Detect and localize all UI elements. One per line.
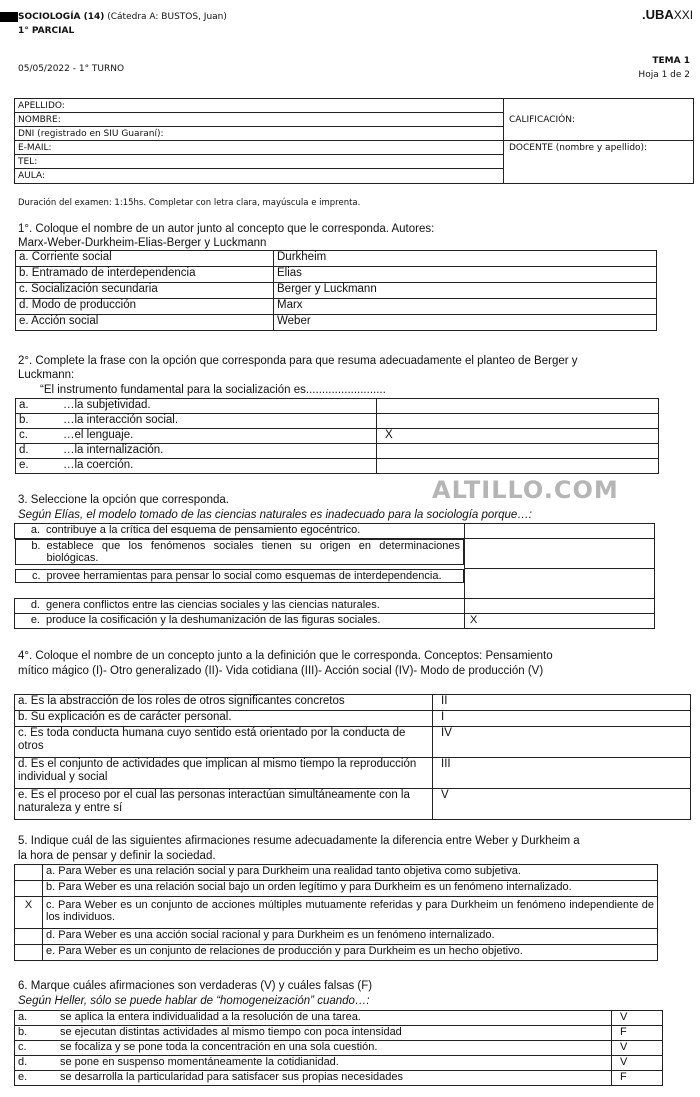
q2-title: 2°. Complete la frase con la opción que corresponda para que resuma adecuadamente el planteo de Berger y <box>18 355 578 367</box>
q3-table <box>14 523 655 629</box>
aula-field[interactable]: AULA: <box>18 171 45 181</box>
exam-date: 05/05/2022 - 1° TURNO <box>18 64 125 74</box>
docente-field[interactable]: DOCENTE (nombre y apellido): <box>509 143 648 153</box>
table-row: e. se desarrolla la particularidad para satisfacer sus propias necesidades F <box>15 1071 663 1086</box>
q4-table <box>14 694 691 820</box>
duration-note: Duración del examen: 1:15hs. Completar con letra clara, mayúscula e imprenta. <box>18 198 361 208</box>
table-row: d. Para Weber es una acción social racional y para Durkheim es un fenómeno internalizado. <box>15 929 658 945</box>
apellido-field[interactable]: APELLIDO: <box>15 99 503 113</box>
table-row: a. se aplica la entera individualidad a la resolución de una tarea. V <box>15 1011 663 1026</box>
q6-subtitle: Según Heller, sólo se puede hablar de “homogeneización” cuando…: <box>18 995 370 1007</box>
q2-title-cont: Luckmann: <box>18 369 75 381</box>
q6-table <box>14 1010 663 1086</box>
table-row: d. Modo de producción Marx <box>16 299 657 315</box>
table-row: c. …el lenguaje. X <box>16 429 659 444</box>
q3-title: 3. Seleccione la opción que corresponda. <box>18 494 229 506</box>
table-row: c. Socialización secundaria Berger y Luckmann <box>16 283 657 299</box>
uba-logo: .UBAXXI <box>642 7 694 22</box>
q5-table <box>14 864 658 961</box>
header-black-mark <box>0 12 18 22</box>
q3-subtitle: Según Elías, el modelo tomado de las ciencias naturales es inadecuado para la sociología porque…: <box>18 509 532 521</box>
table-row: b. Su explicación es de carácter personal. I <box>15 711 691 727</box>
calificacion-field[interactable]: CALIFICACIÓN: <box>509 115 576 125</box>
table-row: d. se pone en suspenso momentáneamente la cotidianidad. V <box>15 1056 663 1071</box>
table-row: a. contribuye a la crítica del esquema de pensamiento egocéntrico. <box>15 524 655 539</box>
table-row: c. se focaliza y se pone toda la concentración en una sola cuestión. V <box>15 1041 663 1056</box>
table-row: e. Es el proceso por el cual las personas interactúan simultáneamente con la naturaleza y entre sí V <box>15 789 691 820</box>
table-row: b. …la interacción social. <box>16 414 659 429</box>
q1-authors: Marx-Weber-Durkheim-Elias-Berger y Luckmann <box>18 237 267 249</box>
student-info-box <box>14 98 694 184</box>
q5-title: 5. Indique cuál de las siguientes afirmaciones resume adecuadamente la diferencia entre Weber y Durkheim a <box>18 835 580 847</box>
table-row: a. Corriente social Durkheim <box>16 251 657 267</box>
q4-title: 4°. Coloque el nombre de un concepto junto a la definición que le corresponda. Conceptos: Pensamiento <box>18 650 553 662</box>
q6-title: 6. Marque cuáles afirmaciones son verdaderas (V) y cuáles falsas (F) <box>18 980 373 992</box>
table-row: d. …la internalización. <box>16 444 659 459</box>
q5-title-cont: la hora de pensar y definir la sociedad. <box>18 850 216 862</box>
table-row: a. …la subjetividad. <box>16 399 659 414</box>
page-number: Hoja 1 de 2 <box>638 70 690 80</box>
dni-field[interactable]: DNI (registrado en SIU Guaraní): <box>15 127 503 141</box>
table-row: e. …la coerción. <box>16 459 659 474</box>
q1-table <box>15 250 657 331</box>
email-field[interactable]: E-MAIL: <box>15 141 503 155</box>
table-row: c. Es toda conducta humana cuyo sentido está orientado por la conducta de otros IV <box>15 727 691 758</box>
table-row: c. provee herramientas para pensar lo social como esquemas de interdependencia. <box>15 569 655 599</box>
table-row: e. produce la cosificación y la deshumanización de las figuras sociales. X <box>15 614 655 629</box>
table-row: d. genera conflictos entre las ciencias sociales y las ciencias naturales. <box>15 599 655 614</box>
q1-title: 1°. Coloque el nombre de un autor junto al concepto que le corresponda. Autores: <box>18 223 435 235</box>
table-row: a. Es la abstracción de los roles de otros significantes concretos II <box>15 695 691 711</box>
q2-quote: “El instrumento fundamental para la socialización es......................... <box>40 384 386 396</box>
q4-concepts: mítico mágico (I)- Otro generalizado (II)- Vida cotidiana (III)- Acción social (IV)- Modo de producción (V) <box>18 665 544 677</box>
table-row: b. Entramado de interdependencia Elias <box>16 267 657 283</box>
q2-table <box>15 398 659 474</box>
table-row: b. Para Weber es una relación social bajo un orden legítimo y para Durkheim es un fenómeno internalizado. <box>15 881 658 897</box>
table-row: b. se ejecutan distintas actividades al mismo tiempo con poca intensidad F <box>15 1026 663 1041</box>
table-row: b. establece que los fenómenos sociales tienen su origen en determinaciones biológicas. <box>15 539 655 569</box>
tema-label: TEMA 1 <box>652 56 690 66</box>
table-row: e. Acción social Weber <box>16 315 657 331</box>
watermark: ALTILLO.COM <box>432 476 619 504</box>
table-row: a. Para Weber es una relación social y para Durkheim una realidad tanto objetiva como subjetiva. <box>15 865 658 881</box>
course-title: SOCIOLOGÍA (14) (Cátedra A: BUSTOS, Juan) <box>18 12 227 22</box>
exam-title: 1° PARCIAL <box>18 26 75 36</box>
table-row: e. Para Weber es un conjunto de relaciones de producción y para Durkheim es un hecho objetivo. <box>15 945 658 961</box>
tel-field[interactable]: TEL: <box>15 155 503 169</box>
table-row: d. Es el conjunto de actividades que implican al mismo tiempo la reproducción individual y social III <box>15 758 691 789</box>
table-row: X c. Para Weber es un conjunto de acciones múltiples mutuamente referidas y para Durkheim un fenómeno independiente de los individuos. <box>15 897 658 929</box>
nombre-field[interactable]: NOMBRE: <box>15 113 503 127</box>
